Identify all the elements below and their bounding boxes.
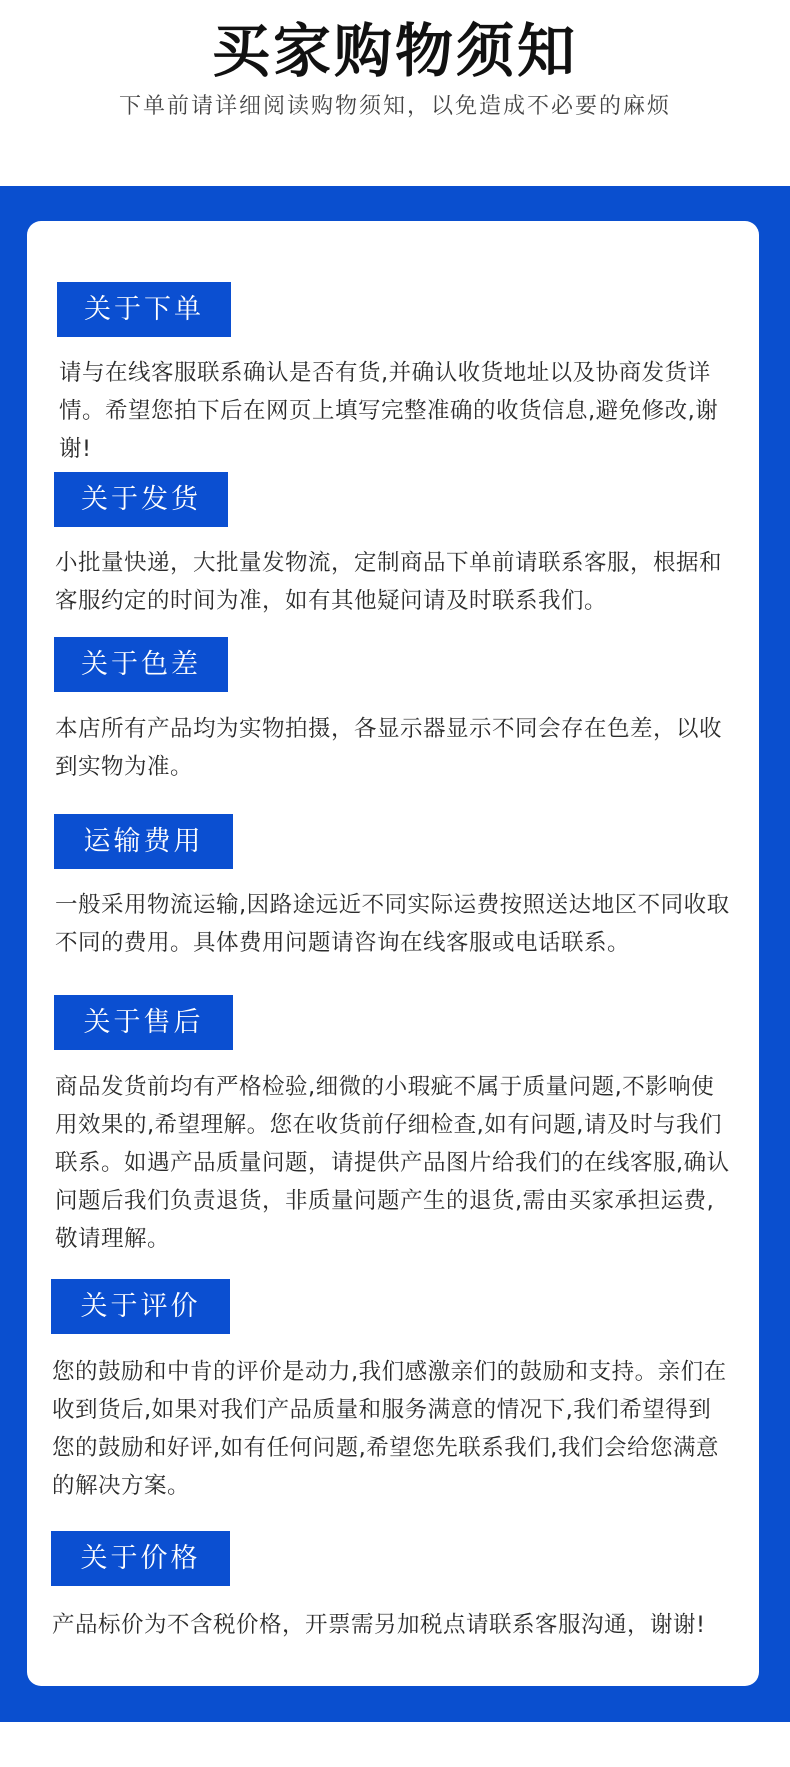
section-body-shipping: 小批量快递，大批量发物流，定制商品下单前请联系客服，根据和客服约定的时间为准，如有其他疑问请及时联系我们。 [55, 550, 723, 614]
section-body-color-difference: 本店所有产品均为实物拍摄，各显示器显示不同会存在色差，以收到实物为准。 [55, 716, 723, 780]
bottom-margin [0, 1722, 790, 1767]
page-subtitle: 下单前请详细阅读购物须知，以免造成不必要的麻烦 [118, 94, 671, 119]
section-heading-price: 关于价格 [51, 1531, 230, 1586]
section-body-order: 请与在线客服联系确认是否有货,并确认收货地址以及协商发货详情。希望您拍下后在网页上填写完整准确的收货信息,避免修改,谢谢! [59, 360, 719, 462]
page-title: 买家购物须知 [211, 17, 578, 85]
section-heading-order: 关于下单 [57, 282, 231, 337]
section-body-after-sales: 商品发货前均有严格检验,细微的小瑕疵不属于质量问题,不影响使用效果的,希望理解。您在收货前仔细检查,如有问题,请及时与我们联系。如遇产品质量问题，请提供产品图片给我们的在线客服,确认问题后我们负责退货，非质量问题产生的退货,需由买家承担运费,敬请理解。 [55, 1074, 730, 1252]
section-body-freight: 一般采用物流运输,因路途远近不同实际运费按照送达地区不同收取不同的费用。具体费用问题请咨询在线客服或电话联系。 [55, 892, 730, 956]
section-body-reviews: 您的鼓励和中肯的评价是动力,我们感激亲们的鼓励和支持。亲们在收到货后,如果对我们产品质量和服务满意的情况下,我们希望得到您的鼓励和好评,如有任何问题,希望您先联系我们,我们会给您满意的解决方案。 [52, 1359, 727, 1499]
header [0, 0, 790, 186]
section-body-price: 产品标价为不含税价格，开票需另加税点请联系客服沟通，谢谢! [52, 1612, 706, 1638]
section-heading-freight: 运输费用 [54, 814, 233, 869]
notice-card [27, 221, 759, 1686]
section-heading-after-sales: 关于售后 [54, 995, 233, 1050]
section-heading-color-difference: 关于色差 [54, 637, 228, 692]
section-heading-shipping: 关于发货 [54, 472, 228, 527]
section-heading-reviews: 关于评价 [51, 1279, 230, 1334]
